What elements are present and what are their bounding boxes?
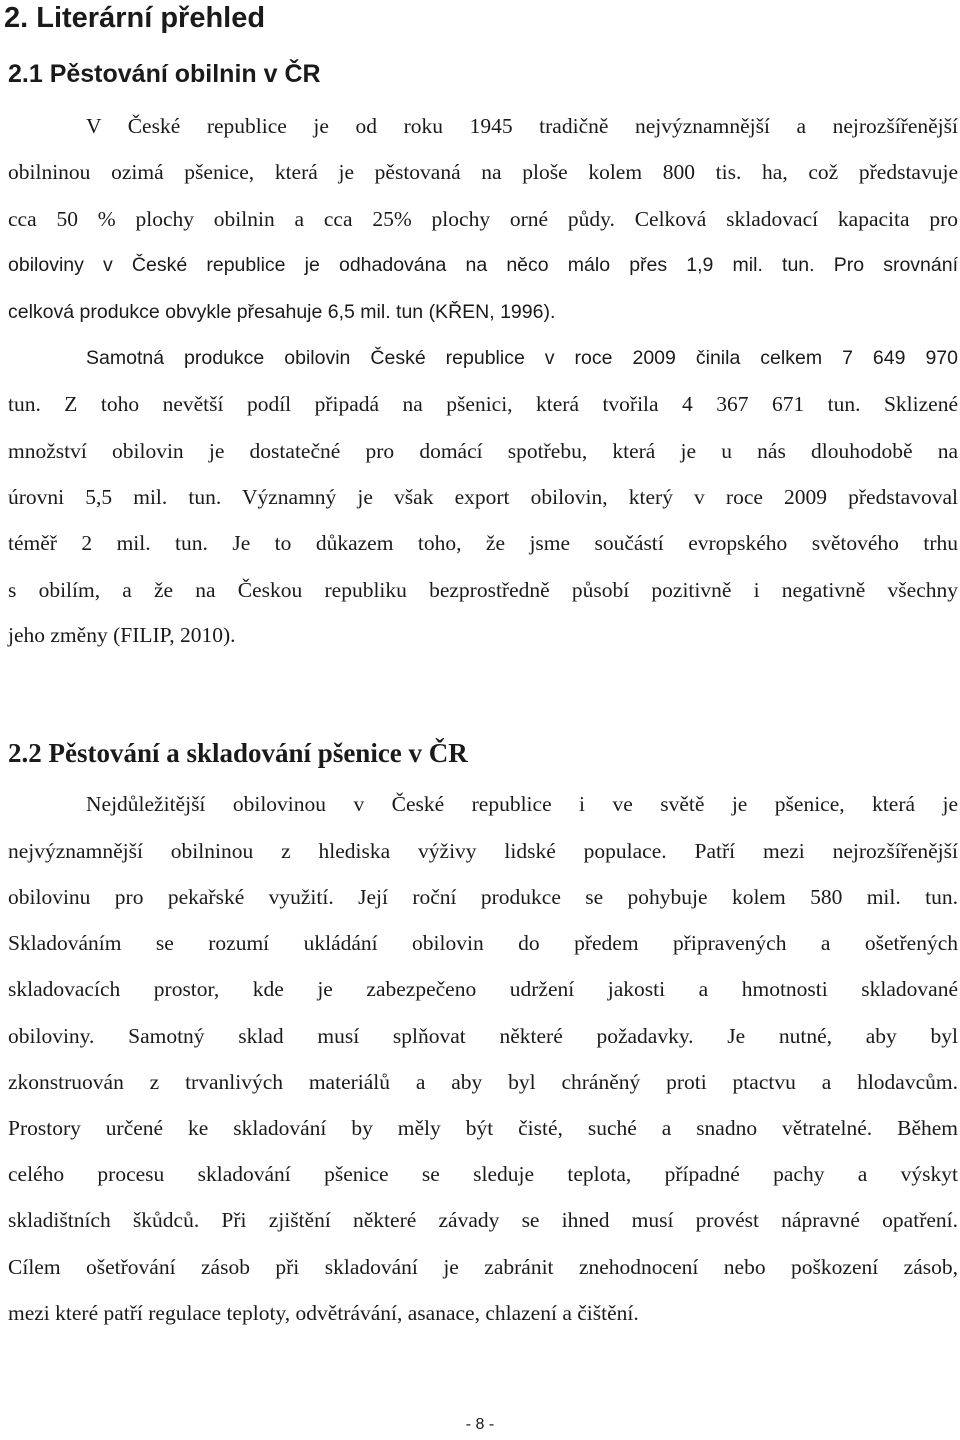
text-line: mezi které patří regulace teploty, odvětrávání, asanace, chlazení a čištění. (8, 1301, 639, 1325)
text-line: cca 50 % plochy obilnin a cca 25% plochy orné půdy. Celková skladovací kapacita pro (8, 207, 958, 231)
text-line: Nejdůležitější obilovinou v České republice i ve světě je pšenice, která je (86, 792, 958, 816)
text-line: obiloviny v České republice je odhadována na něco málo přes 1,9 mil. tun. Pro srovnání (8, 254, 958, 276)
text-line: jeho změny (FILIP, 2010). (8, 623, 236, 647)
text-line: s obilím, a že na Českou republiku bezprostředně působí pozitivně i negativně všechny (8, 578, 958, 602)
text-line: Samotná produkce obilovin České republice v roce 2009 činila celkem 7 649 970 (86, 347, 958, 369)
chapter-heading: 2. Literární přehled (4, 2, 266, 34)
text-line: Prostory určené ke skladování by měly být čisté, suché a snadno větratelné. Během (8, 1116, 958, 1140)
section-heading-2-2: 2.2 Pěstování a skladování pšenice v ČR (8, 738, 468, 768)
text-line: skladištních škůdců. Při zjištění některé závady se ihned musí provést nápravné opatření. (8, 1208, 958, 1232)
text-line: celého procesu skladování pšenice se sleduje teplota, případné pachy a výskyt (8, 1162, 958, 1186)
text-line: V České republice je od roku 1945 tradičně nejvýznamnější a nejrozšířenější (86, 114, 958, 138)
text-line: Cílem ošetřování zásob při skladování je zabránit znehodnocení nebo poškození zásob, (8, 1255, 958, 1279)
text-line: celková produkce obvykle přesahuje 6,5 mil. tun (KŘEN, 1996). (8, 301, 556, 323)
text-line: obilninou ozimá pšenice, která je pěstovaná na ploše kolem 800 tis. ha, což představuje (8, 160, 958, 184)
text-line: množství obilovin je dostatečné pro domácí spotřebu, která je u nás dlouhodobě na (8, 439, 958, 463)
text-line: téměř 2 mil. tun. Je to důkazem toho, že jsme součástí evropského světového trhu (8, 531, 958, 555)
text-line: Skladováním se rozumí ukládání obilovin do předem připravených a ošetřených (8, 931, 958, 955)
page-number: - 8 - (465, 1416, 495, 1433)
section-heading-2-1: 2.1 Pěstování obilnin v ČR (8, 60, 321, 88)
text-line: zkonstruován z trvanlivých materiálů a aby byl chráněný proti ptactvu a hlodavcům. (8, 1070, 958, 1094)
text-line: obiloviny. Samotný sklad musí splňovat některé požadavky. Je nutné, aby byl (8, 1024, 958, 1048)
text-line: nejvýznamnější obilninou z hlediska výživy lidské populace. Patří mezi nejrozšířenější (8, 839, 958, 863)
text-line: skladovacích prostor, kde je zabezpečeno udržení jakosti a hmotnosti skladované (8, 977, 958, 1001)
text-line: obilovinu pro pekařské využití. Její roční produkce se pohybuje kolem 580 mil. tun. (8, 885, 958, 909)
text-line: úrovni 5,5 mil. tun. Významný je však export obilovin, který v roce 2009 představoval (8, 485, 958, 509)
text-line: tun. Z toho nevětší podíl připadá na pšenici, která tvořila 4 367 671 tun. Sklizené (8, 392, 958, 416)
